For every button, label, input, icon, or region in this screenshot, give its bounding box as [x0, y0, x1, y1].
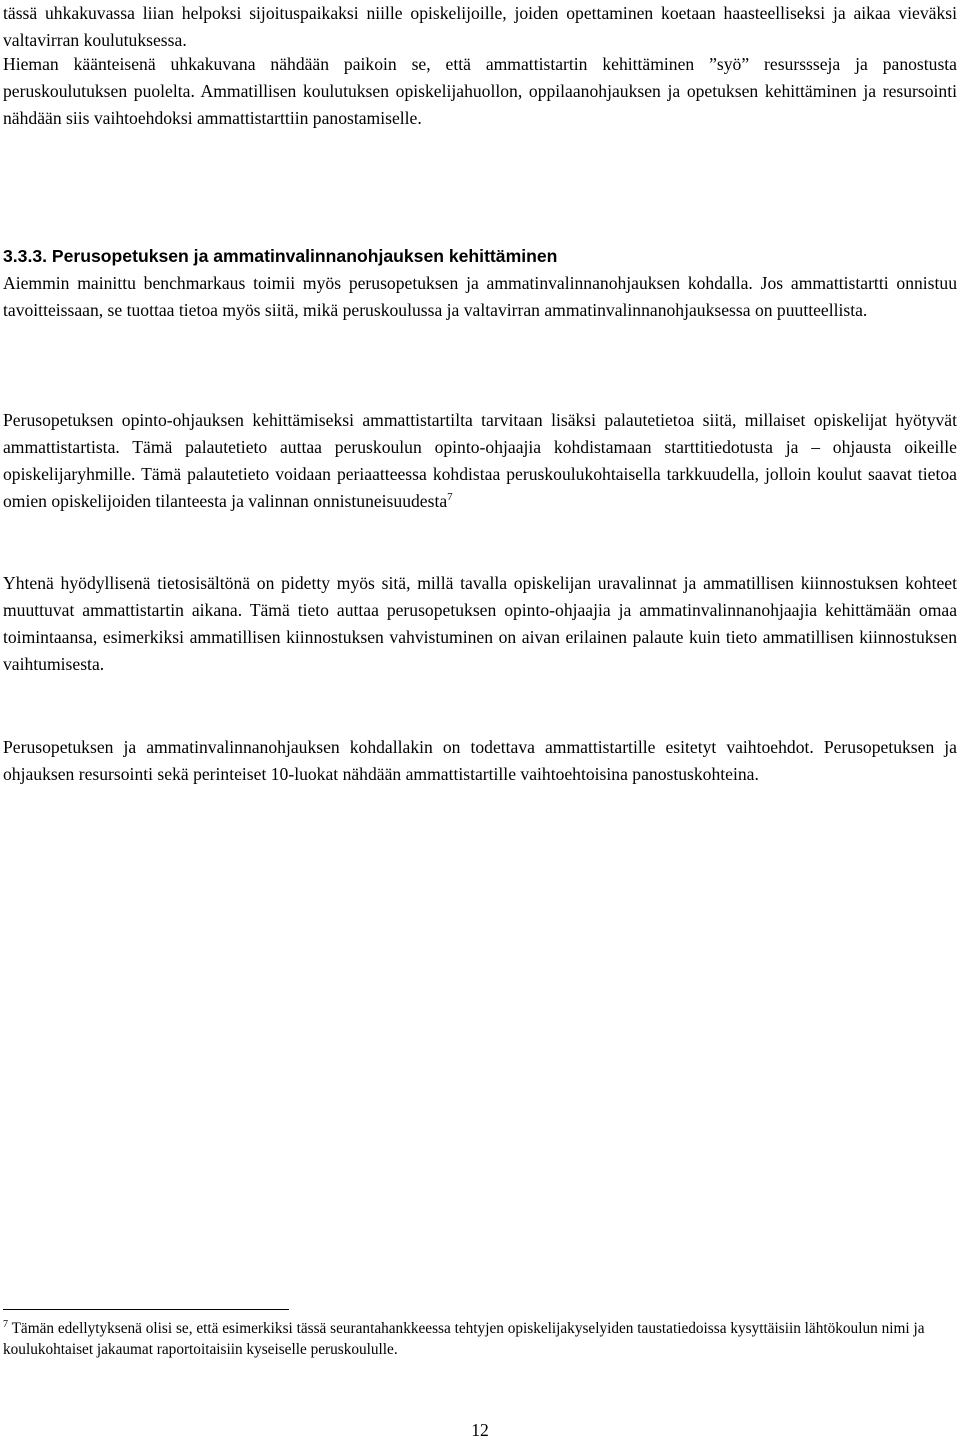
footnote-reference[interactable]: 7: [447, 491, 453, 503]
page-number: 12: [471, 1420, 489, 1440]
paragraph-alternatives: Perusopetuksen ja ammatinvalinnanohjauksen kohdallakin on todettava ammattistartille esitetyt vaihtoehdot. Perusopetuksen ja ohjauksen resursointi sekä perinteiset 10-luokat nähdään ammattistartille vaihtoehtoisina panostuskohteina.: [3, 737, 957, 784]
footnote-number: 7: [3, 1319, 8, 1330]
paragraph-feedback-text: Perusopetuksen opinto-ohjauksen kehittämiseksi ammattistartilta tarvitaan lisäksi palautetietoa siitä, millaiset opiskelijat hyötyvät ammattistartista. Tämä palautetieto auttaa peruskoulun opinto-ohjaajia kohdistamaan starttitiedotusta ja – ohjausta oikeille opiskelijaryhmille. Tämä palautetieto voidaan periaatteessa kohdistaa peruskoulukohtaisella tarkkuudella, jolloin koulut saavat tietoa omien opiskelijoiden tilanteesta ja valinnan onnistuneisuudesta: [3, 410, 957, 511]
section-heading: 3.3.3. Perusopetuksen ja ammatinvalinnanohjauksen kehittäminen: [3, 246, 558, 266]
paragraph-benchmarking: Aiemmin mainittu benchmarkaus toimii myös perusopetuksen ja ammatinvalinnanohjauksen kohdalla. Jos ammattistartti onnistuu tavoitteissaan, se tuottaa tietoa myös siitä, mikä peruskoulussa ja valtavirran ammatinvalinnanohjauksessa on puutteellista.: [3, 273, 957, 320]
paragraph-threat-placement: tässä uhkakuvassa liian helpoksi sijoituspaikaksi niille opiskelijoille, joiden opettaminen koetaan haasteelliseksi ja aikaa vieväksi valtavirran koulutuksessa.: [3, 3, 957, 50]
footnote: [3, 1318, 957, 1360]
footnote-divider: [3, 1309, 289, 1310]
paragraph-feedback: [3, 407, 957, 515]
paragraph-reverse-threat: Hieman käänteisenä uhkakuvana nähdään paikoin se, että ammattistartin kehittäminen ”syö” resurssseja ja panostusta peruskoulutuksen puolelta. Ammatillisen koulutuksen opiskelijahuollon, oppilaanohjauksen ja opetuksen kehittäminen ja resursointi nähdään siis vaihtoehdoksi ammattistarttiin panostamiselle.: [3, 54, 957, 128]
paragraph-career-choices: Yhtenä hyödyllisenä tietosisältönä on pidetty myös sitä, millä tavalla opiskelijan uravalinnat ja ammatillisen kiinnostuksen kohteet muuttuvat ammattistartin aikana. Tämä tieto auttaa perusopetuksen opinto-ohjaajia ja ammatinvalinnanohjaajia kehittämään omaa toimintaansa, esimerkiksi ammatillisen kiinnostuksen vahvistuminen on aivan erilainen palaute kuin tieto ammatillisen kiinnostuksen vaihtumisesta.: [3, 573, 957, 674]
footnote-text: Tämän edellytyksenä olisi se, että esimerkiksi tässä seurantahankkeessa tehtyjen opiskelijakyselyiden taustatiedoissa kysyttäisiin lähtökoulun nimi ja koulukohtaiset jakaumat raportoitaisiin kyseiselle peruskoululle.: [3, 1320, 925, 1358]
